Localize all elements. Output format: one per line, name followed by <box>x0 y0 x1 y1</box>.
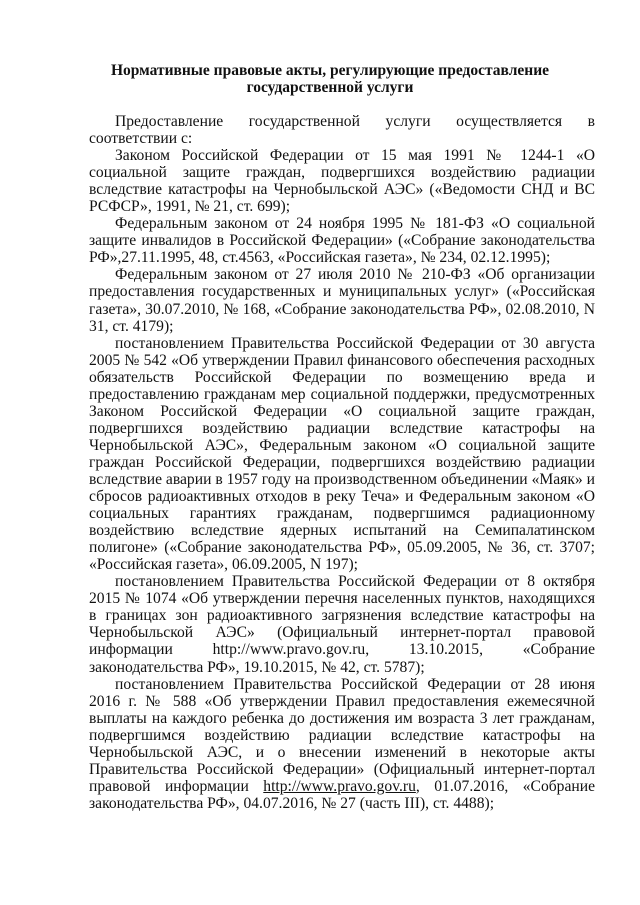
law-paragraph-1991: Законом Российской Федерации от 15 мая 1991 № 1244-1 «О социальной защите граждан, подвергшихся воздействию радиации вследствие катастрофы на Чернобыльской АЭС» («Ведомости СНД и ВС РСФСР», 1991, № 21, ст. 699); <box>89 147 595 216</box>
pravo-gov-link[interactable]: http://www.pravo.gov.ru <box>263 777 416 795</box>
resolution-2016-text: постановлением Правительства Российской Федерации от 28 июня 2016 г. № 588 «Об утверждении Правил предоставления ежемесячной выплаты на каждого ребенка до достижения им возраста 3 лет гражданам, подвергшимся воздействию радиации вследствие катастрофы на Чернобыльской АЭС, и о внесении изменений в некоторые акты Правительства Российской Федерации» (Официальный интернет-портал правовой информации <box>89 675 595 795</box>
resolution-paragraph-2016 <box>89 676 595 812</box>
law-paragraph-1995: Федеральным законом от 24 ноября 1995 № 181-ФЗ «О социальной защите инвалидов в Российской Федерации» («Собрание законодательства РФ»,27.11.1995, 48, ст.4563, «Российская газета», № 234, 02.12.1995); <box>89 215 595 267</box>
law-paragraph-2010: Федеральным законом от 27 июля 2010 № 210-ФЗ «Об организации предоставления государственных и муниципальных услуг» («Российская газета», 30.07.2010, № 168, «Собрание законодательства РФ», 02.08.2010, N 31, ст. 4179); <box>89 266 595 335</box>
resolution-2016-text-end: , 01.07.2016, «Собрание законодательства РФ», 04.07.2016, № 27 (часть III), ст. 4488); <box>89 777 596 812</box>
document-title: Нормативные правовые акты, регулирующие предоставление государственной услуги <box>110 62 550 96</box>
document-body <box>89 113 595 812</box>
resolution-paragraph-2015: постановлением Правительства Российской Федерации от 8 октября 2015 № 1074 «Об утверждении перечня населенных пунктов, находящихся в границах зон радиоактивного загрязнения вследствие катастрофы на Чернобыльской АЭС» (Официальный интернет-портал правовой информации http://www.pravo.gov.ru, 13.10.2015, «Собрание законодательства РФ», 19.10.2015, № 42, ст. 5787); <box>89 573 595 676</box>
resolution-paragraph-2005: постановлением Правительства Российской Федерации от 30 августа 2005 № 542 «Об утверждении Правил финансового обеспечения расходных обязательств Российской Федерации по возмещению вреда и предоставлению гражданам мер социальной поддержки, предусмотренных Законом Российской Федерации «О социальной защите граждан, подвергшихся воздействию радиации вследствие катастрофы на Чернобыльской АЭС», Федеральным законом «О социальной защите граждан Российской Федерации, подвергшихся воздействию радиации вследствие аварии в 1957 году на производственном объединении «Маяк» и сбросов радиоактивных отходов в реку Теча» и Федеральным законом «О социальных гарантиях гражданам, подвергшимся радиационному воздействию вследствие ядерных испытаний на Семипалатинском полигоне» («Собрание законодательства РФ», 05.09.2005, № 36, ст. 3707; «Российская газета», 06.09.2005, N 197); <box>89 334 595 574</box>
intro-paragraph: Предоставление государственной услуги осуществляется в соответствии с: <box>89 113 595 148</box>
